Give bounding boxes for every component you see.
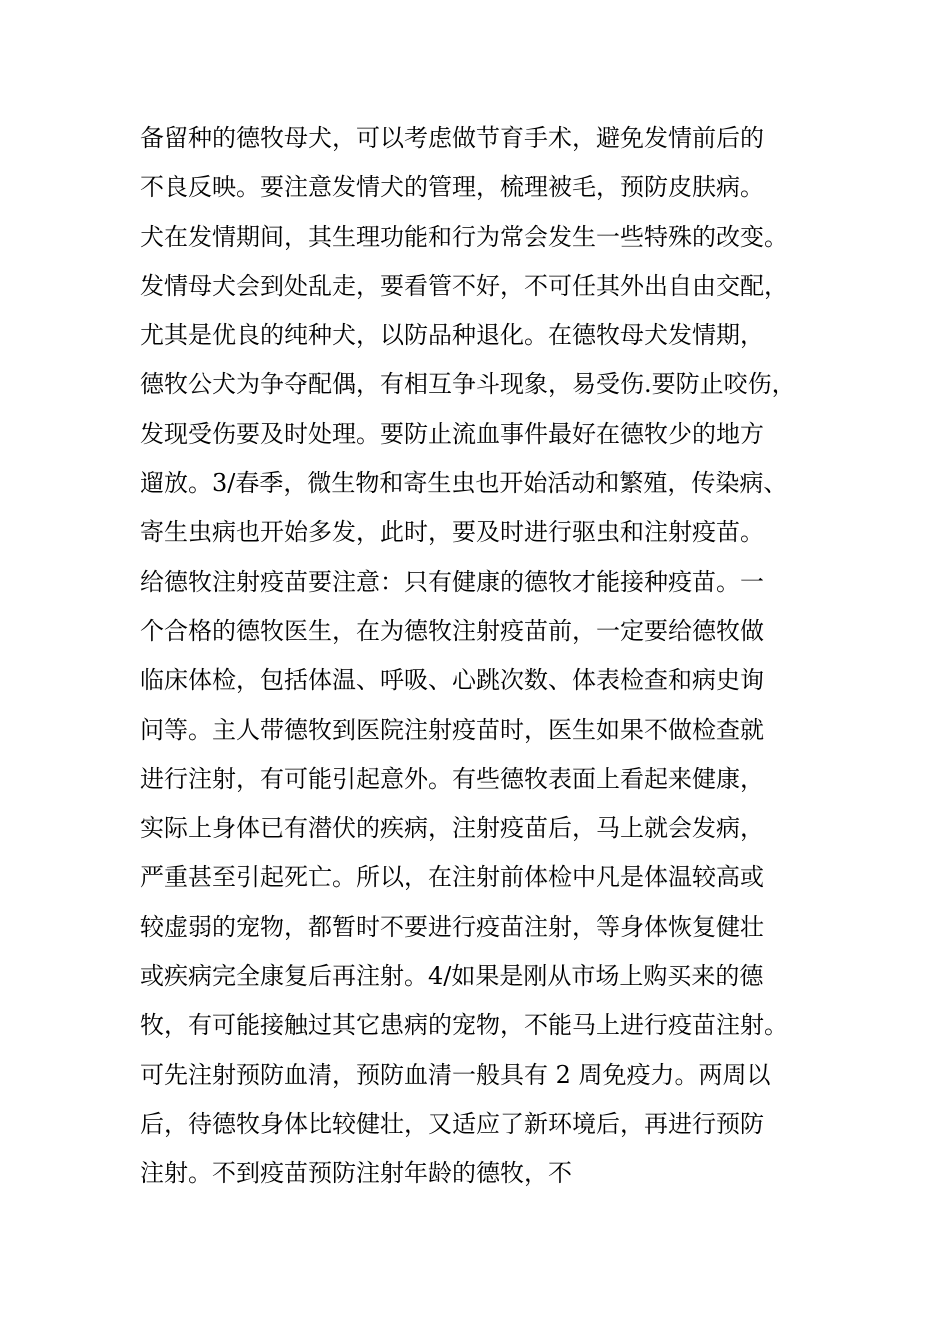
text-line-13: 问等。主人带德牧到医院注射疫苗时，医生如果不做检查就: [140, 715, 764, 744]
text-line-15: 实际上身体已有潜伏的疾病，注射疫苗后，马上就会发病，: [140, 814, 764, 843]
text-line-19: 牧，有可能接触过其它患病的宠物，不能马上进行疫苗注射。: [140, 1011, 788, 1040]
text-line-2: 不良反映。要注意发情犬的管理，梳理被毛，预防皮肤病。: [140, 173, 764, 202]
text-line-16: 严重甚至引起死亡。所以，在注射前体检中凡是体温较高或: [140, 863, 764, 892]
text-line-10: 给德牧注射疫苗要注意：只有健康的德牧才能接种疫苗。一: [140, 567, 764, 596]
text-line-11: 个合格的德牧医生，在为德牧注射疫苗前，一定要给德牧做: [140, 616, 764, 645]
body-text: [140, 114, 840, 1199]
text-line-12: 临床体检，包括体温、呼吸、心跳次数、体表检查和病史询: [140, 666, 764, 695]
text-line-14: 进行注射，有可能引起意外。有些德牧表面上看起来健康，: [140, 764, 764, 793]
text-line-6: 德牧公犬为争夺配偶，有相互争斗现象，易受伤.要防止咬伤，: [140, 370, 796, 399]
text-line-22: 注射。不到疫苗预防注射年龄的德牧，不: [140, 1159, 572, 1188]
text-line-1: 备留种的德牧母犬，可以考虑做节育手术，避免发情前后的: [140, 124, 764, 152]
text-line-21: 后，待德牧身体比较健壮，又适应了新环境后，再进行预防: [140, 1109, 764, 1138]
text-line-4: 发情母犬会到处乱走，要看管不好，不可任其外出自由交配，: [140, 271, 788, 300]
text-line-3: 犬在发情期间，其生理功能和行为常会发生一些特殊的改变。: [140, 222, 788, 251]
text-line-20: 可先注射预防血清，预防血清一般具有 2 周免疫力。两周以: [140, 1060, 771, 1089]
text-line-8: 遛放。3/春季，微生物和寄生虫也开始活动和繁殖，传染病、: [140, 469, 788, 498]
text-line-17: 较虚弱的宠物，都暂时不要进行疫苗注射，等身体恢复健壮: [140, 912, 764, 941]
text-line-9: 寄生虫病也开始多发，此时，要及时进行驱虫和注射疫苗。: [140, 518, 764, 547]
text-line-18: 或疾病完全康复后再注射。4/如果是刚从市场上购买来的德: [140, 962, 764, 991]
text-line-7: 发现受伤要及时处理。要防止流血事件最好在德牧少的地方: [140, 419, 764, 448]
text-line-5: 尤其是优良的纯种犬，以防品种退化。在德牧母犬发情期，: [140, 321, 764, 350]
